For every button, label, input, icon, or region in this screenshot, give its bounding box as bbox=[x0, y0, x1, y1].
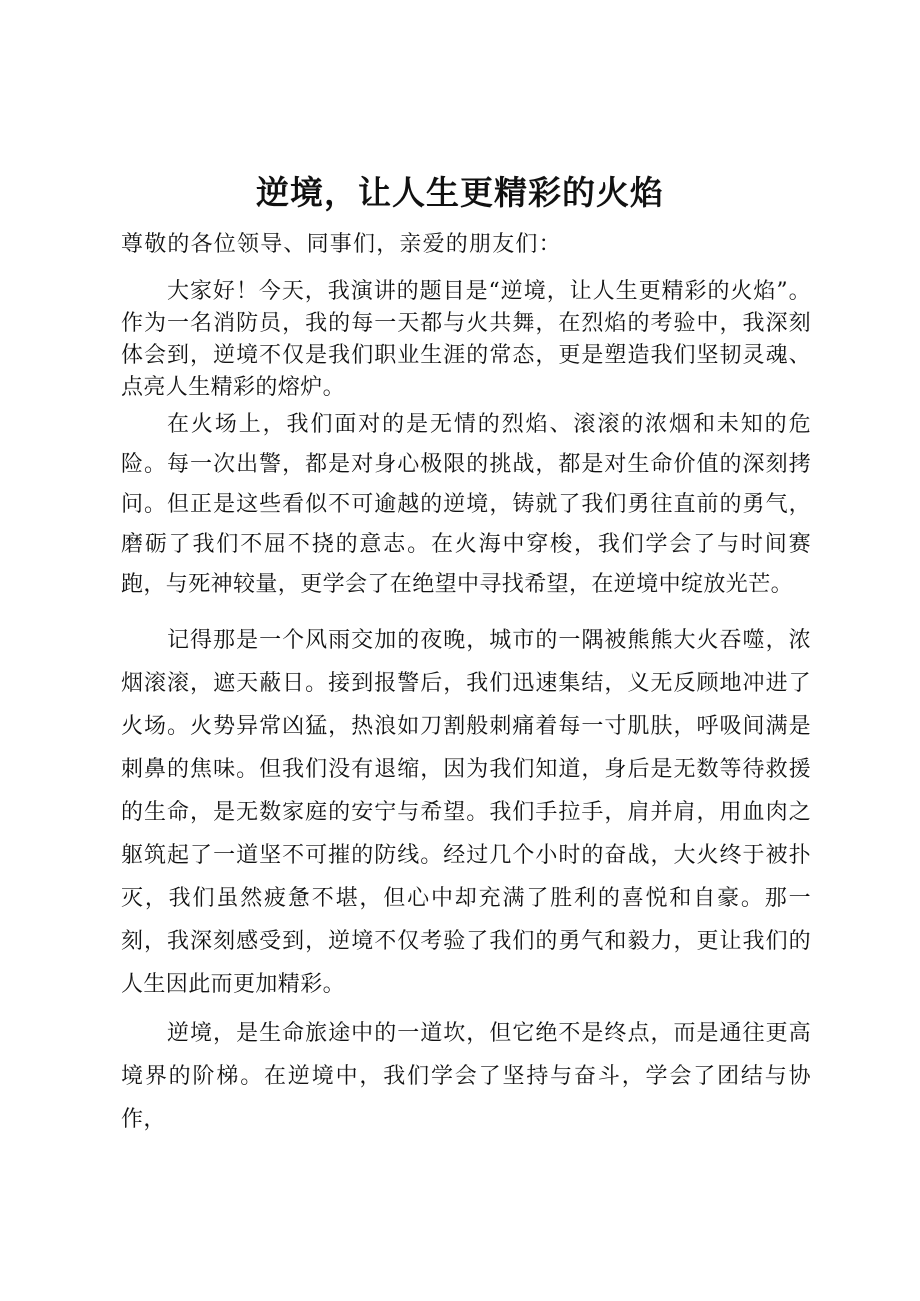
paragraph-fire-scene: 在火场上，我们面对的是无情的烈焰、滚滚的浓烟和未知的危险。每一次出警，都是对身心极限的挑战，都是对生命价值的深刻拷问。但正是这些看似不可逾越的逆境，铸就了我们勇往直前的勇气，磨砺了我们不屈不挠的意志。在火海中穿梭，我们学会了与时间赛跑，与死神较量，更学会了在绝望中寻找希望，在逆境中绽放光芒。 bbox=[121, 412, 811, 597]
paragraph-adversity: 逆境，是生命旅途中的一道坎，但它绝不是终点，而是通往更高境界的阶梯。在逆境中，我们学会了坚持与奋斗，学会了团结与协作， bbox=[121, 1021, 811, 1132]
paragraph-intro: 大家好！今天，我演讲的题目是“逆境，让人生更精彩的火焰”。作为一名消防员，我的每一天都与火共舞，在烈焰的考验中，我深刻体会到，逆境不仅是我们职业生涯的常态，更是塑造我们坚韧灵魂、点亮人生精彩的熔炉。 bbox=[121, 279, 811, 400]
document-title: 逆境，让人生更精彩的火焰 bbox=[256, 173, 664, 212]
paragraph-story: 记得那是一个风雨交加的夜晚，城市的一隅被熊熊大火吞噬，浓烟滚滚，遮天蔽日。接到报警后，我们迅速集结，义无反顾地冲进了火场。火势异常凶猛，热浪如刀割般刺痛着每一寸肌肤，呼吸间满是刺鼻的焦味。但我们没有退缩，因为我们知道，身后是无数等待救援的生命，是无数家庭的安宁与希望。我们手拉手，肩并肩，用血肉之躯筑起了一道坚不可摧的防线。经过几个小时的奋战，大火终于被扑灭，我们虽然疲惫不堪，但心中却充满了胜利的喜悦和自豪。那一刻，我深刻感受到，逆境不仅考验了我们的勇气和毅力，更让我们的人生因此而更加精彩。 bbox=[121, 628, 811, 997]
speech-greeting: 尊敬的各位领导、同事们，亲爱的朋友们： bbox=[121, 232, 562, 257]
